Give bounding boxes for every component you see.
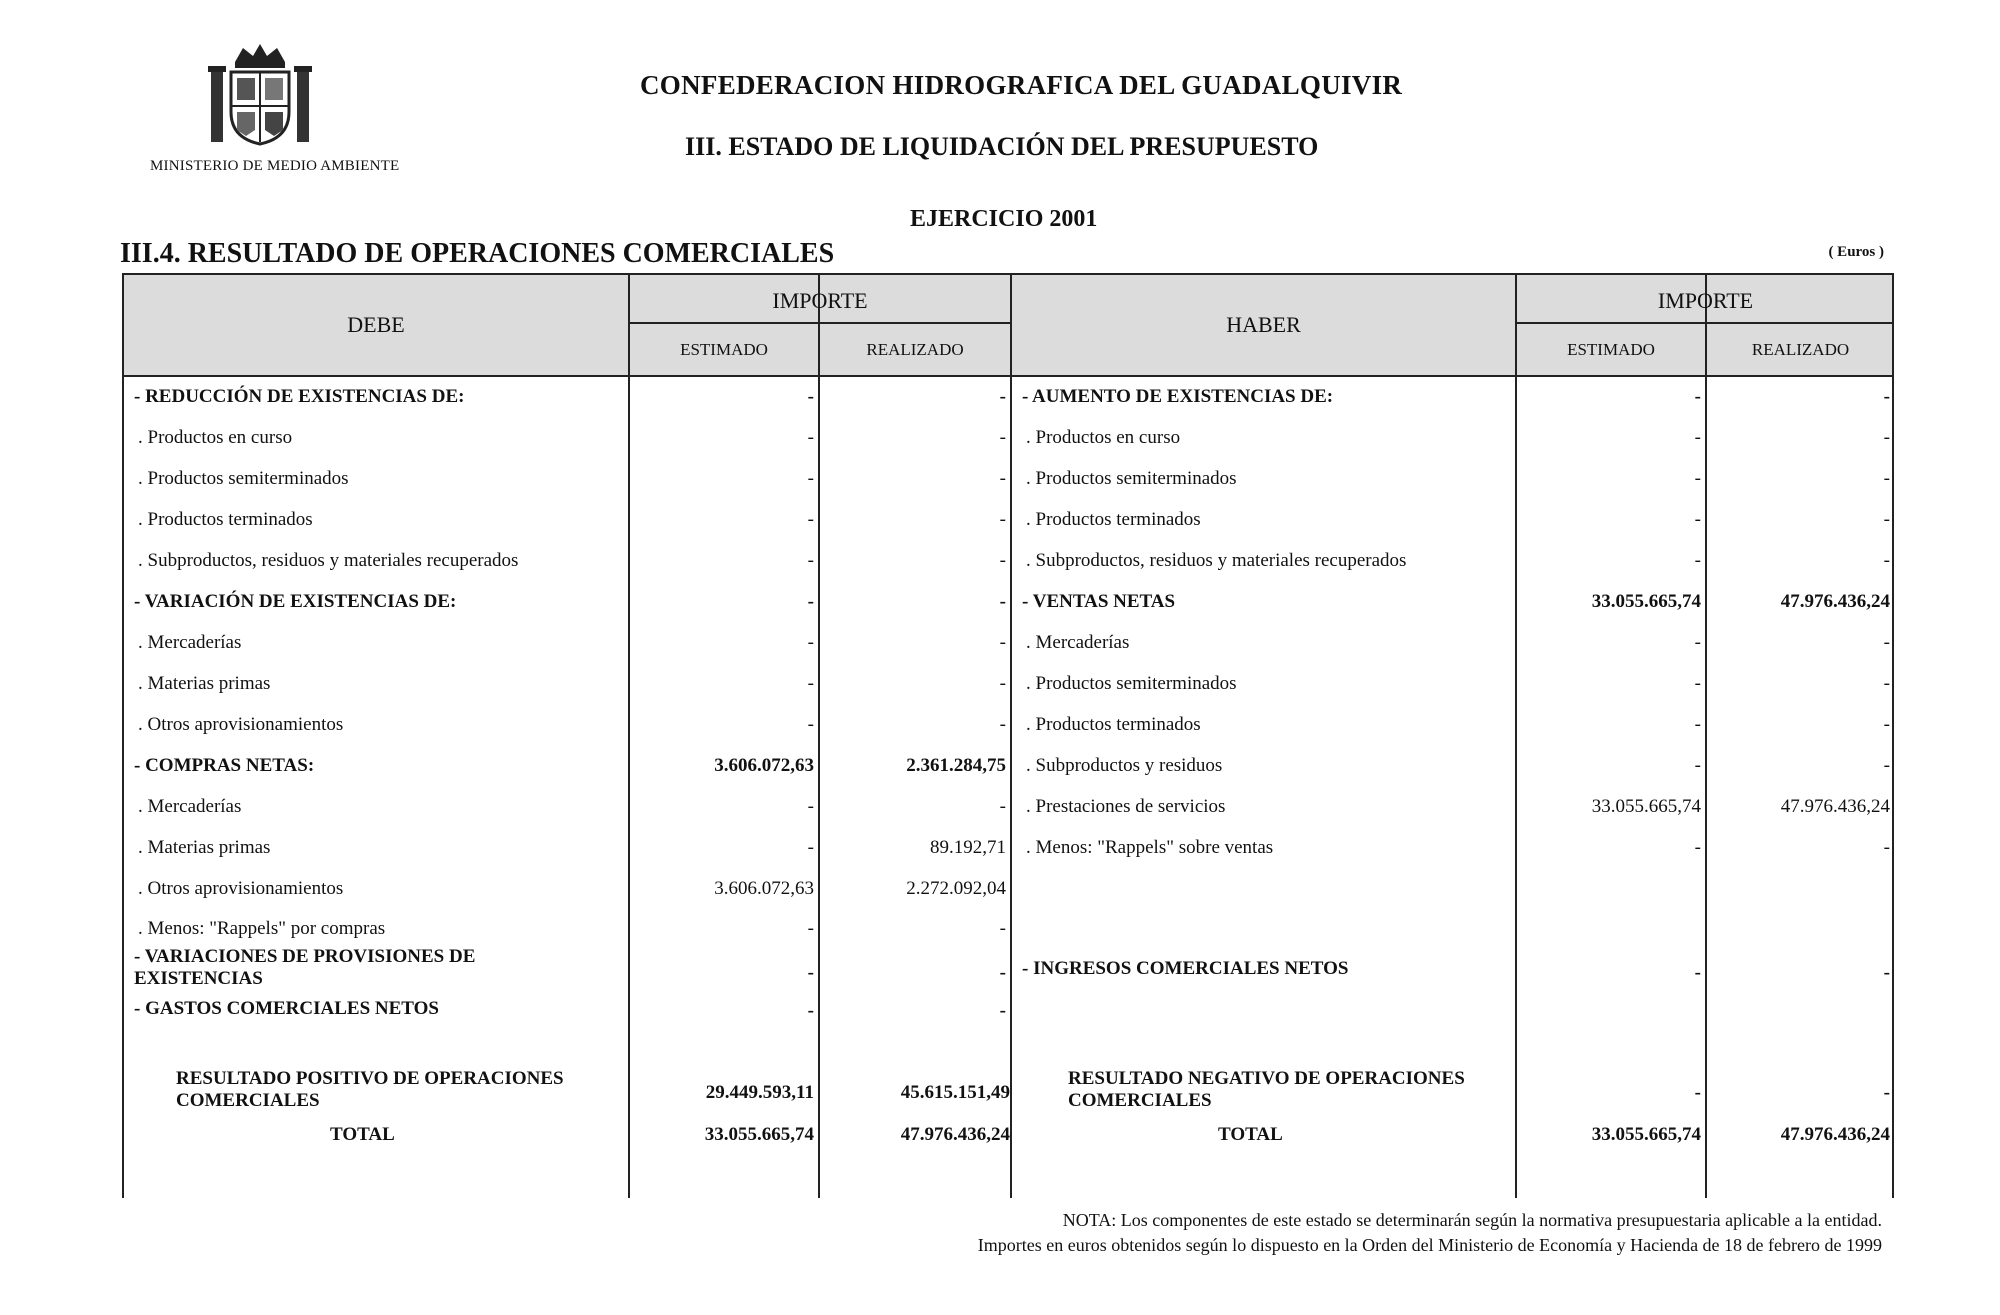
- debe-row-label: . Materias primas: [138, 673, 271, 694]
- haber-header: HABER: [1226, 312, 1301, 337]
- debe-row-realizado: -: [999, 796, 1006, 817]
- debe-row-realizado: 2.361.284,75: [906, 755, 1006, 776]
- debe-row-realizado: -: [999, 468, 1006, 489]
- haber-row-realizado: -: [1883, 386, 1890, 407]
- debe-row-realizado: -: [999, 550, 1006, 571]
- haber-row-label: . Subproductos y residuos: [1026, 755, 1223, 776]
- debe-row-label: . Productos terminados: [138, 509, 313, 530]
- resultado-negativo-label: RESULTADO NEGATIVO DE OPERACIONES COMERCIALES: [1068, 1068, 1465, 1111]
- haber-row-estimado: -: [1694, 962, 1701, 983]
- total-haber-realizado: 47.976.436,24: [1780, 1124, 1890, 1145]
- section-title: III.4. RESULTADO DE OPERACIONES COMERCIALES: [120, 238, 835, 269]
- haber-row-realizado: -: [1883, 550, 1890, 571]
- haber-row-estimado: -: [1694, 509, 1701, 530]
- debe-row-label: - REDUCCIÓN DE EXISTENCIAS DE:: [134, 386, 465, 407]
- total-debe-realizado: 47.976.436,24: [900, 1124, 1010, 1145]
- debe-row-label: . Productos semiterminados: [138, 468, 349, 489]
- debe-row-label: . Mercaderías: [138, 796, 242, 817]
- debe-row-realizado: -: [999, 1000, 1006, 1021]
- haber-row-estimado: -: [1694, 468, 1701, 489]
- estimado-header-debe: ESTIMADO: [680, 340, 768, 359]
- debe-row-realizado: -: [999, 714, 1006, 735]
- haber-row-label: . Menos: "Rappels" sobre ventas: [1026, 837, 1274, 858]
- resultado-negativo-realizado: -: [1883, 1082, 1890, 1103]
- debe-row-realizado: -: [999, 632, 1006, 653]
- haber-row-label: . Productos en curso: [1026, 427, 1181, 448]
- total-label-debe: TOTAL: [330, 1124, 395, 1145]
- total-label-haber: TOTAL: [1218, 1124, 1283, 1145]
- debe-row-label: . Otros aprovisionamientos: [138, 878, 344, 899]
- haber-row-label: . Productos semiterminados: [1026, 673, 1237, 694]
- debe-row-estimado: -: [807, 632, 814, 653]
- haber-row-label: . Subproductos, residuos y materiales recuperados: [1026, 550, 1407, 571]
- debe-row-estimado: -: [807, 386, 814, 407]
- haber-row-realizado: 47.976.436,24: [1780, 796, 1890, 817]
- resultado-positivo-estimado: 29.449.593,11: [705, 1082, 814, 1103]
- importe-header-debe: IMPORTE: [772, 288, 868, 313]
- debe-row-label: - COMPRAS NETAS:: [134, 755, 315, 776]
- debe-row-realizado: -: [999, 386, 1006, 407]
- haber-row-realizado: -: [1883, 509, 1890, 530]
- fiscal-year: EJERCICIO 2001: [910, 206, 1098, 232]
- debe-row-label: . Subproductos, residuos y materiales recuperados: [138, 550, 519, 571]
- header-bottom-rule: [122, 375, 1894, 377]
- ministry-name: MINISTERIO DE MEDIO AMBIENTE: [150, 158, 400, 174]
- resultado-negativo-estimado: -: [1694, 1082, 1701, 1103]
- total-haber-estimado: 33.055.665,74: [1591, 1124, 1701, 1145]
- haber-row-estimado: -: [1694, 673, 1701, 694]
- debe-row-estimado: -: [807, 550, 814, 571]
- debe-row-estimado: -: [807, 837, 814, 858]
- debe-row-estimado: -: [807, 509, 814, 530]
- haber-row-realizado: -: [1883, 962, 1890, 983]
- haber-row-estimado: 33.055.665,74: [1591, 796, 1701, 817]
- debe-row-label: . Materias primas: [138, 837, 271, 858]
- haber-row-estimado: 33.055.665,74: [1591, 591, 1701, 612]
- haber-row-estimado: -: [1694, 550, 1701, 571]
- realizado-header-debe: REALIZADO: [866, 340, 964, 359]
- haber-row-label: . Productos semiterminados: [1026, 468, 1237, 489]
- debe-row-realizado: -: [999, 591, 1006, 612]
- haber-row-label: . Mercaderías: [1026, 632, 1130, 653]
- currency-units: ( Euros ): [1828, 244, 1884, 260]
- report-title: III. ESTADO DE LIQUIDACIÓN DEL PRESUPUESTO: [685, 132, 1319, 161]
- haber-row-label: - AUMENTO DE EXISTENCIAS DE:: [1022, 386, 1334, 407]
- debe-row-label: . Menos: "Rappels" por compras: [138, 918, 386, 939]
- haber-row-estimado: -: [1694, 755, 1701, 776]
- debe-row-estimado: 3.606.072,63: [714, 878, 814, 899]
- haber-row-label: - INGRESOS COMERCIALES NETOS: [1022, 958, 1349, 979]
- debe-row-label: - VARIACIONES DE PROVISIONES DE EXISTENCIAS: [134, 946, 476, 989]
- debe-row-estimado: -: [807, 591, 814, 612]
- debe-row-realizado: -: [999, 427, 1006, 448]
- debe-row-estimado: -: [807, 796, 814, 817]
- haber-row-realizado: -: [1883, 632, 1890, 653]
- debe-row-realizado: -: [999, 673, 1006, 694]
- debe-row-realizado: -: [999, 509, 1006, 530]
- debe-row-label: - GASTOS COMERCIALES NETOS: [134, 998, 439, 1019]
- importe-header-haber: IMPORTE: [1657, 288, 1754, 313]
- debe-row-label: . Productos en curso: [138, 427, 293, 448]
- haber-row-estimado: -: [1694, 386, 1701, 407]
- haber-row-label: . Productos terminados: [1026, 714, 1201, 735]
- debe-row-estimado: -: [807, 673, 814, 694]
- haber-row-estimado: -: [1694, 714, 1701, 735]
- debe-row-estimado: -: [807, 1000, 814, 1021]
- haber-row-realizado: -: [1883, 714, 1890, 735]
- haber-row-realizado: -: [1883, 673, 1890, 694]
- haber-row-estimado: -: [1694, 837, 1701, 858]
- organization-title: CONFEDERACION HIDROGRAFICA DEL GUADALQUIVIR: [640, 70, 1403, 100]
- realizado-header-haber: REALIZADO: [1751, 340, 1850, 359]
- debe-row-realizado: -: [999, 918, 1006, 939]
- debe-header: DEBE: [347, 312, 405, 337]
- haber-row-realizado: -: [1883, 468, 1890, 489]
- col-divider: [1010, 273, 1012, 1198]
- header-divider: [628, 322, 1012, 324]
- haber-row-label: . Productos terminados: [1026, 509, 1201, 530]
- debe-row-label: . Otros aprovisionamientos: [138, 714, 344, 735]
- debe-row-label: . Mercaderías: [138, 632, 242, 653]
- debe-row-estimado: -: [807, 714, 814, 735]
- haber-row-label: - VENTAS NETAS: [1022, 591, 1176, 612]
- debe-row-estimado: 3.606.072,63: [714, 755, 814, 776]
- resultado-positivo-label: RESULTADO POSITIVO DE OPERACIONES COMERCIALES: [176, 1068, 564, 1111]
- haber-row-estimado: -: [1694, 632, 1701, 653]
- debe-row-estimado: -: [807, 427, 814, 448]
- haber-row-realizado: -: [1883, 755, 1890, 776]
- debe-row-realizado: 2.272.092,04: [906, 878, 1006, 899]
- debe-row-estimado: -: [807, 918, 814, 939]
- debe-row-estimado: -: [807, 962, 814, 983]
- header-divider: [1515, 322, 1894, 324]
- debe-row-label: - VARIACIÓN DE EXISTENCIAS DE:: [134, 591, 457, 612]
- haber-row-realizado: -: [1883, 837, 1890, 858]
- resultado-positivo-realizado: 45.615.151,49: [900, 1082, 1010, 1103]
- footnote-line-2: Importes en euros obtenidos según lo dispuesto en la Orden del Ministerio de Economía y Hacienda de 18 de febrero de 1999: [977, 1235, 1882, 1255]
- coat-of-arms-emblem: [205, 40, 315, 150]
- haber-row-estimado: -: [1694, 427, 1701, 448]
- estimado-header-haber: ESTIMADO: [1567, 340, 1655, 359]
- debe-row-realizado: 89.192,71: [930, 837, 1006, 858]
- haber-row-realizado: 47.976.436,24: [1780, 591, 1890, 612]
- footnote-line-1: NOTA: Los componentes de este estado se determinarán según la normativa presupuestaria aplicable a la entidad.: [1062, 1210, 1882, 1230]
- haber-row-label: . Prestaciones de servicios: [1026, 796, 1226, 817]
- haber-row-realizado: -: [1883, 427, 1890, 448]
- debe-row-estimado: -: [807, 468, 814, 489]
- total-debe-estimado: 33.055.665,74: [704, 1124, 814, 1145]
- debe-row-realizado: -: [999, 962, 1006, 983]
